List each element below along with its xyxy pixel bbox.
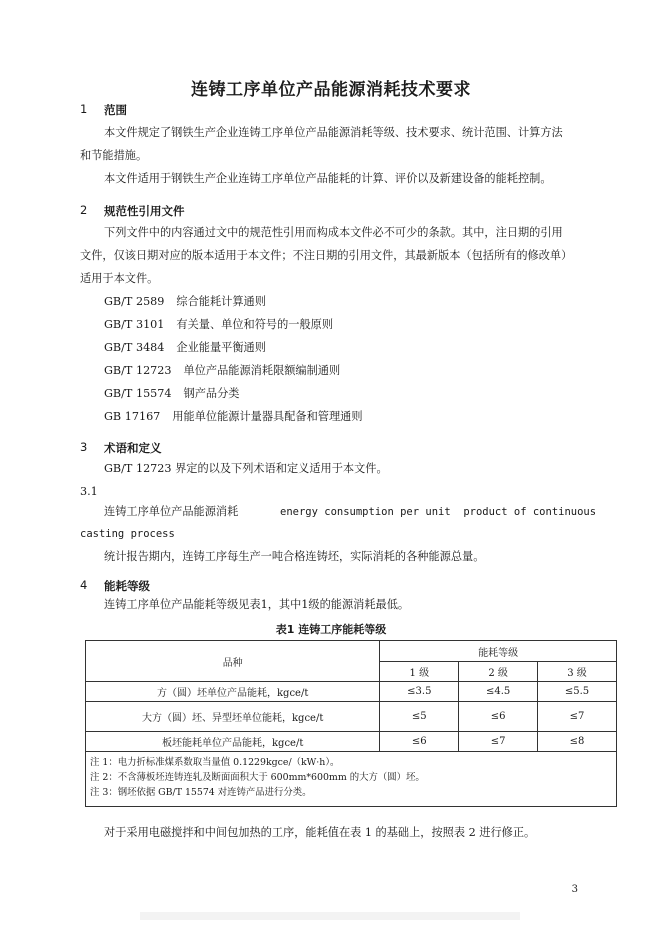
table-note: 注 1：电力折标准煤系数取当量值 0.1229kgce/（kW·h）。 (90, 757, 340, 768)
page-number: 3 (571, 884, 578, 895)
reference-code: GB/T 3484 (104, 341, 165, 354)
reference-name: 有关量、单位和符号的一般原则 (176, 318, 334, 331)
row-label: 方（圆）坯单位产品能耗，kgce/t (86, 682, 380, 702)
reference-code: GB/T 15574 (104, 387, 172, 400)
cell-level-3: ≤8 (538, 732, 617, 752)
section-2-number: 2 (80, 203, 88, 217)
table-header-level-2: 2 级 (459, 662, 538, 682)
table-header-energy-level: 能耗等级 (380, 641, 617, 662)
section-4-heading: 能耗等级 (104, 579, 150, 593)
reference-item (104, 387, 240, 401)
reference-item (104, 295, 266, 309)
energy-level-table (85, 640, 617, 807)
table-header-category: 品种 (86, 641, 380, 682)
table-row (86, 682, 617, 702)
section-3-paragraph: GB/T 12723 界定的以及下列术语和定义适用于本文件。 (104, 462, 388, 475)
cell-level-1: ≤3.5 (380, 682, 459, 702)
reference-item (104, 341, 266, 355)
row-label: 大方（圆）坯、异型坯单位能耗，kgce/t (86, 702, 380, 732)
section-1-paragraph-2: 本文件适用于钢铁生产企业连铸工序单位产品能耗的计算、评价以及新建设备的能耗控制。 (104, 172, 552, 185)
reference-code: GB/T 2589 (104, 295, 165, 308)
table-header-level-1: 1 级 (380, 662, 459, 682)
table-caption: 表1 连铸工序能耗等级 (275, 623, 387, 636)
section-3-heading: 术语和定义 (104, 441, 162, 455)
table-row (86, 732, 617, 752)
reference-code: GB 17167 (104, 410, 161, 423)
row-label: 板坯能耗单位产品能耗，kgce/t (86, 732, 380, 752)
table-note: 注 3：钢坯依据 GB/T 15574 对连铸产品进行分类。 (90, 787, 312, 798)
section-1-paragraph-1-line-2: 和节能措施。 (80, 149, 148, 162)
section-3-number: 3 (80, 440, 88, 454)
subsection-3-1-number: 3.1 (80, 485, 98, 498)
cell-level-2: ≤7 (459, 732, 538, 752)
section-1-number: 1 (80, 102, 88, 116)
section-2-paragraph-line-3: 适用于本文件。 (80, 272, 159, 285)
table-row (86, 702, 617, 732)
reference-item (104, 364, 340, 378)
reference-name: 企业能量平衡通则 (176, 341, 266, 354)
section-2-paragraph-line-2: 文件，仅该日期对应的版本适用于本文件；不注日期的引用文件，其最新版本（包括所有的修改单） (80, 249, 573, 262)
reference-name: 用能单位能源计量器具配备和管理通则 (172, 410, 363, 423)
cell-level-3: ≤7 (538, 702, 617, 732)
section-4-number: 4 (80, 578, 88, 592)
reference-code: GB/T 3101 (104, 318, 165, 331)
reference-name: 综合能耗计算通则 (176, 295, 266, 308)
cell-level-2: ≤4.5 (459, 682, 538, 702)
term-definition: 统计报告期内，连铸工序每生产一吨合格连铸坯，实际消耗的各种能源总量。 (104, 550, 485, 563)
section-4-after-table-paragraph: 对于采用电磁搅拌和中间包加热的工序，能耗值在表 1 的基础上，按照表 2 进行修正。 (104, 826, 536, 839)
cell-level-2: ≤6 (459, 702, 538, 732)
cell-level-3: ≤5.5 (538, 682, 617, 702)
section-1-heading: 范围 (104, 103, 127, 117)
table-header-level-3: 3 级 (538, 662, 617, 682)
term-english-line-1: energy consumption per unit product of continuous (280, 506, 597, 518)
section-4-paragraph: 连铸工序单位产品能耗等级见表1，其中1级的能源消耗最低。 (104, 598, 410, 611)
reference-code: GB/T 12723 (104, 364, 172, 377)
term-chinese: 连铸工序单位产品能源消耗 (104, 505, 239, 518)
section-1-paragraph-1-line-1: 本文件规定了钢铁生产企业连铸工序单位产品能源消耗等级、技术要求、统计范围、计算方法 (104, 126, 563, 139)
reference-item (104, 410, 363, 424)
cell-level-1: ≤6 (380, 732, 459, 752)
table-note: 注 2：不含薄板坯连铸连轧及断面面积大于 600mm*600mm 的大方（圆）坯。 (90, 772, 425, 783)
section-2-paragraph-line-1: 下列文件中的内容通过文中的规范性引用而构成本文件必不可少的条款。其中，注日期的引用 (104, 226, 563, 239)
document-title: 连铸工序单位产品能源消耗技术要求 (191, 80, 471, 100)
section-2-heading: 规范性引用文件 (104, 204, 185, 218)
reference-item (104, 318, 333, 332)
footer-bleed-through (140, 912, 520, 920)
table-notes (86, 752, 617, 807)
reference-name: 单位产品能源消耗限额编制通则 (183, 364, 341, 377)
cell-level-1: ≤5 (380, 702, 459, 732)
reference-name: 钢产品分类 (183, 387, 240, 400)
term-english-line-2: casting process (80, 528, 175, 540)
